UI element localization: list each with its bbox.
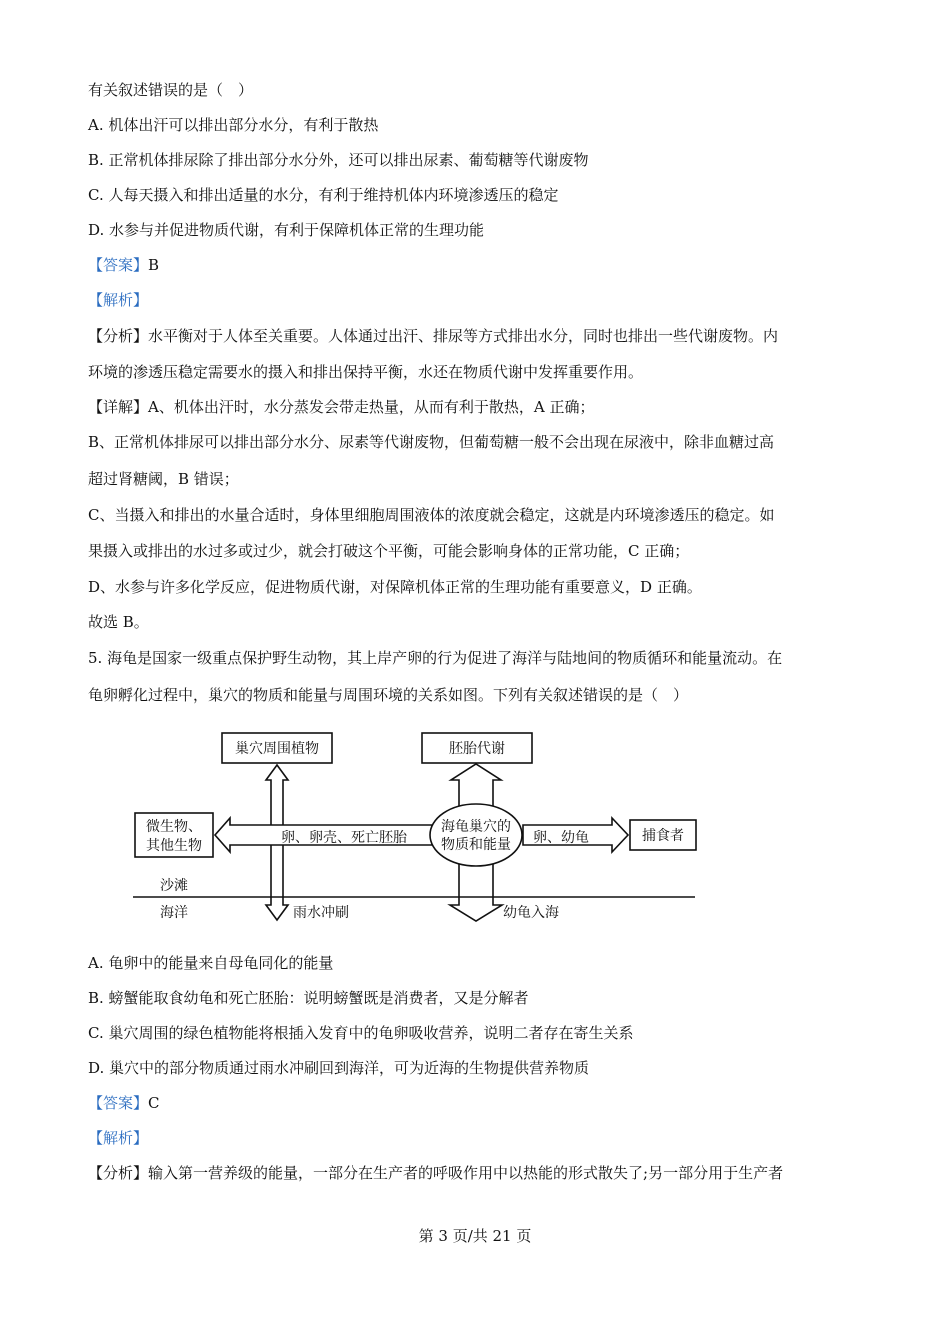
fenxi-text: 输入第一营养级的能量，一部分在生产者的呼吸作用中以热能的形式散失了;另一部分用于生产者 xyxy=(148,1164,784,1182)
predator-label: 捕食者 xyxy=(642,828,684,844)
q4-fenxi-line2: 环境的渗透压稳定需要水的摄入和排出保持平衡，水还在物质代谢中发挥重要作用。 xyxy=(88,363,644,381)
answer-value: B xyxy=(148,256,160,274)
q4-answer xyxy=(88,255,159,275)
q4-fenxi-line1 xyxy=(88,326,778,346)
fenxi-label: 【分析】 xyxy=(88,1164,149,1182)
microbes-label-2: 其他生物 xyxy=(146,838,202,854)
q4-option-d: D. 水参与并促进物质代谢，有利于保障机体正常的生理功能 xyxy=(88,221,485,239)
beach-label: 沙滩 xyxy=(160,878,188,894)
answer-label: 【答案】 xyxy=(88,1094,149,1112)
ocean-label: 海洋 xyxy=(160,905,188,921)
q4-conclusion: 故选 B。 xyxy=(88,613,149,631)
plants-label: 巢穴周围植物 xyxy=(235,741,319,757)
xiangjie-label: 【详解】 xyxy=(88,398,149,416)
embryo-label: 胚胎代谢 xyxy=(449,741,505,757)
answer-label: 【答案】 xyxy=(88,256,149,274)
q4-analysis-label: 【解析】 xyxy=(88,291,149,309)
down-arrow xyxy=(450,861,502,921)
q4-option-b: B. 正常机体排尿除了排出部分水分外，还可以排出尿素、葡萄糖等代谢废物 xyxy=(88,151,589,169)
up-arrow xyxy=(451,764,501,810)
q4-option-c: C. 人每天摄入和排出适量的水分，有利于维持机体内环境渗透压的稳定 xyxy=(88,186,559,204)
q4-detail-b2: 超过肾糖阈，B 错误； xyxy=(88,470,239,488)
fenxi-text: 水平衡对于人体至关重要。人体通过出汗、排尿等方式排出水分，同时也排出一些代谢废物。内 xyxy=(148,327,779,345)
q5-stem-line2: 龟卵孵化过程中，巢穴的物质和能量与周围环境的关系如图。下列有关叙述错误的是（ ） xyxy=(88,686,689,704)
page-footer: 第 3 页/共 21 页 xyxy=(418,1227,532,1245)
q5-option-a: A. 龟卵中的能量来自母龟同化的能量 xyxy=(88,954,334,972)
nest-label-2: 物质和能量 xyxy=(441,837,511,853)
q5-analysis-label: 【解析】 xyxy=(88,1129,149,1147)
xiangjie-text: A、机体出汗时，水分蒸发会带走热量，从而有利于散热，A 正确； xyxy=(148,398,595,416)
fenxi-label: 【分析】 xyxy=(88,327,149,345)
q4-detail-c2: 果摄入或排出的水过多或过少，就会打破这个平衡，可能会影响身体的正常功能，C 正确； xyxy=(88,542,690,560)
q5-option-c: C. 巢穴周围的绿色植物能将根插入发育中的龟卵吸收营养，说明二者存在寄生关系 xyxy=(88,1024,634,1042)
nest-energy-diagram xyxy=(125,713,705,935)
right-arrow-label: 卵、幼龟 xyxy=(533,830,589,846)
microbes-label-1: 微生物、 xyxy=(146,819,202,835)
answer-value: C xyxy=(148,1094,160,1112)
q4-detail-d: D、水参与许多化学反应，促进物质代谢，对保障机体正常的生理功能有重要意义，D 正确。 xyxy=(88,578,702,596)
q4-detail-b1: B、正常机体排尿可以排出部分水分、尿素等代谢废物，但葡萄糖一般不会出现在尿液中，除非血糖过高 xyxy=(88,433,775,451)
q5-fenxi-line1 xyxy=(88,1163,783,1183)
q5-answer xyxy=(88,1093,160,1113)
q5-option-b: B. 螃蟹能取食幼龟和死亡胚胎：说明螃蟹既是消费者，又是分解者 xyxy=(88,989,529,1007)
q4-detail-c1: C、当摄入和排出的水量合适时，身体里细胞周围液体的浓度就会稳定，这就是内环境渗透压的稳定。如 xyxy=(88,506,775,524)
hatchling-label: 幼龟入海 xyxy=(503,905,559,921)
q5-option-d: D. 巢穴中的部分物质通过雨水冲刷回到海洋，可为近海的生物提供营养物质 xyxy=(88,1059,590,1077)
q4-stem-tail: 有关叙述错误的是（ ） xyxy=(88,81,254,99)
nest-ellipse xyxy=(430,804,522,866)
left-arrow-label: 卵、卵壳、死亡胚胎 xyxy=(281,830,407,846)
q4-xiangjie-line1 xyxy=(88,397,594,417)
q5-stem-line1: 5. 海龟是国家一级重点保护野生动物，其上岸产卵的行为促进了海洋与陆地间的物质循环和能量流动。在 xyxy=(88,649,783,667)
nest-label-1: 海龟巢穴的 xyxy=(441,819,511,835)
q4-option-a: A. 机体出汗可以排出部分水分，有利于散热 xyxy=(88,116,379,134)
rain-label: 雨水冲刷 xyxy=(293,905,349,921)
